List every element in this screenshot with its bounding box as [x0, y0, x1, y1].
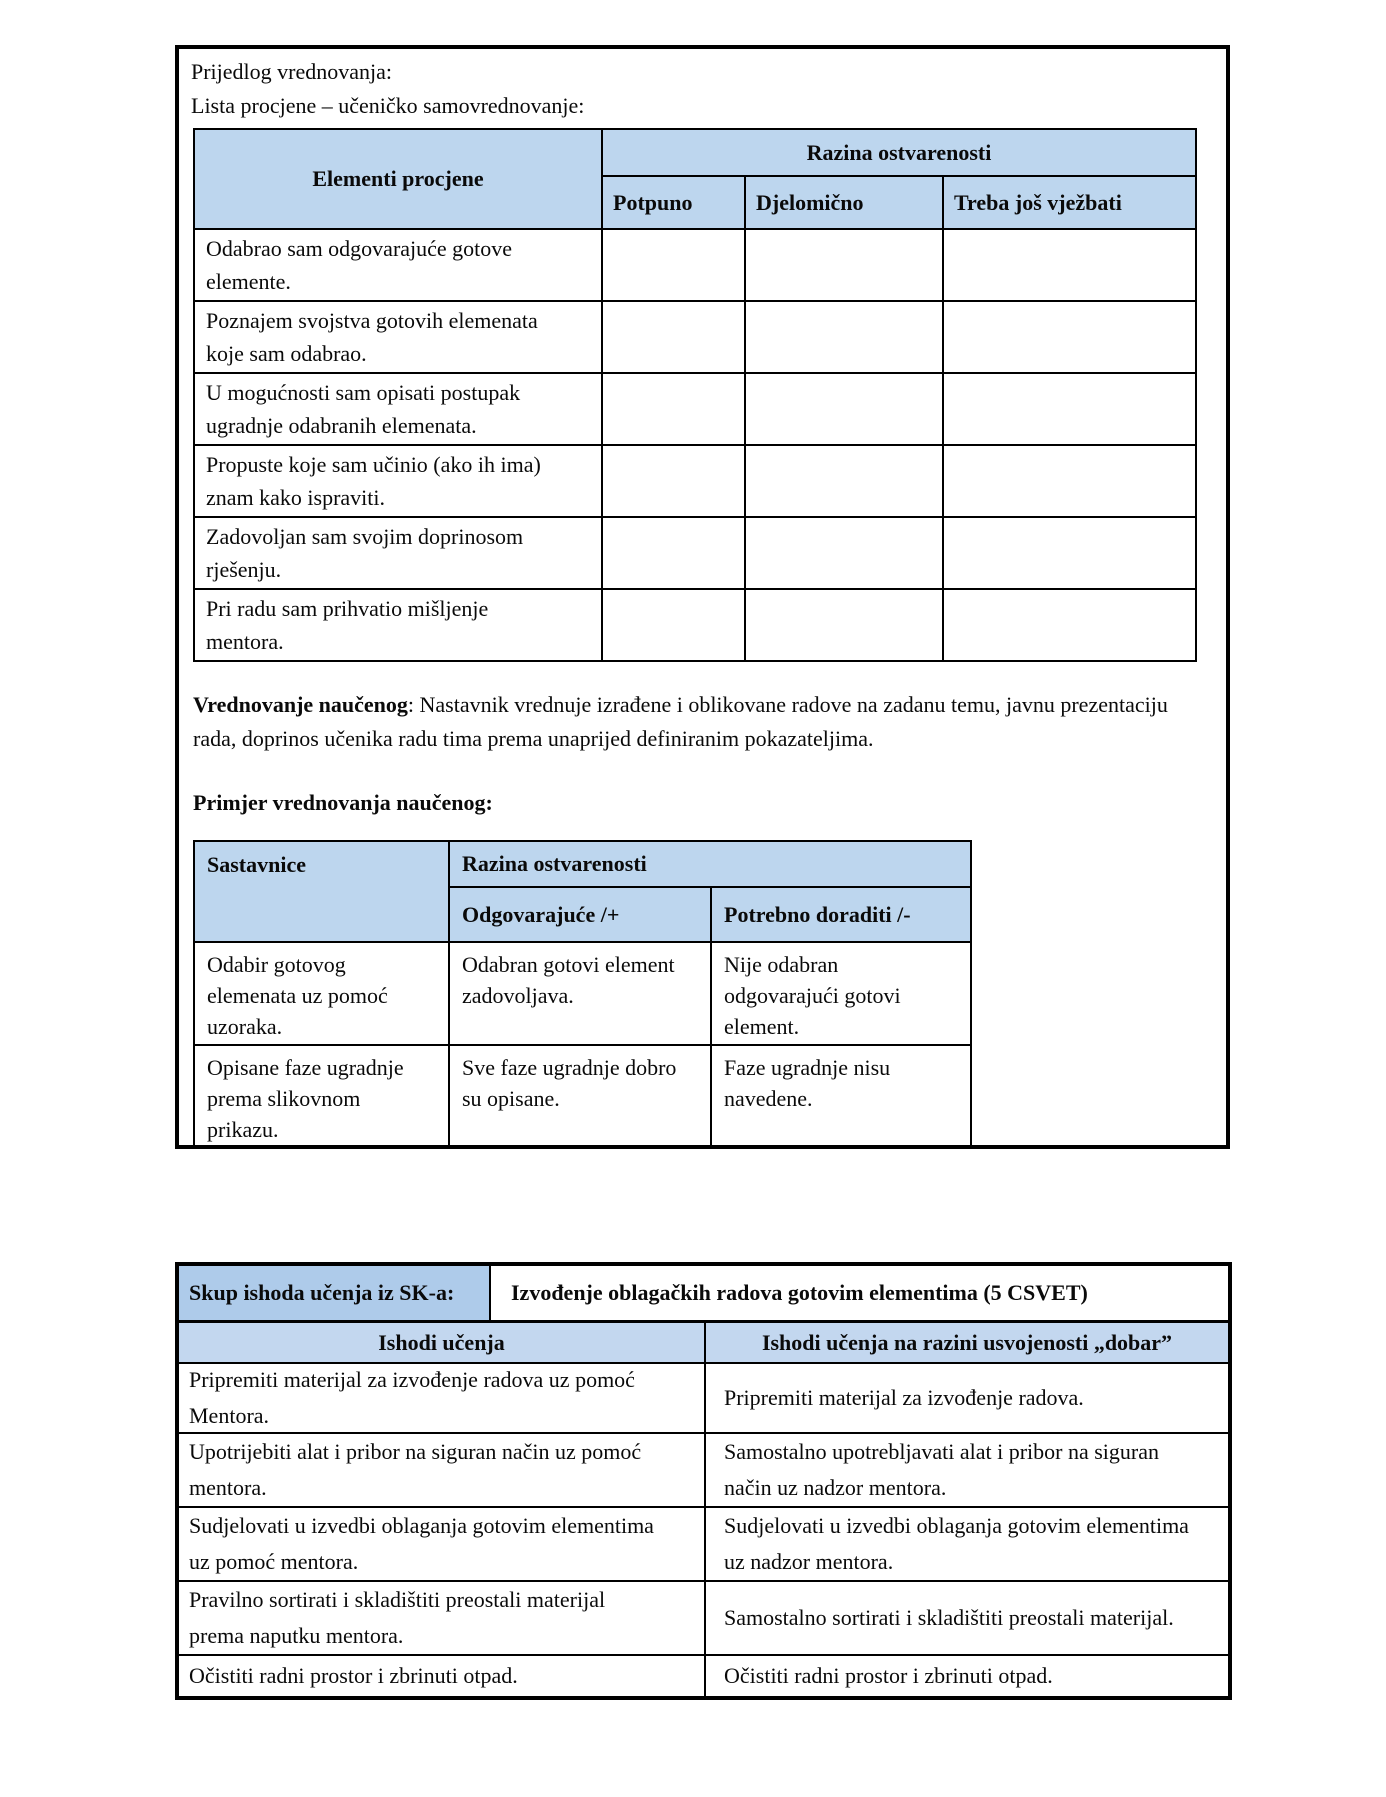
statement-cell: Propuste koje sam učinio (ako ih ima) znam kako ispraviti. [194, 445, 602, 517]
assessment-cell-empty [602, 229, 745, 301]
learning-outcomes-section [175, 1262, 1232, 1700]
assessment-cell-empty [745, 589, 943, 661]
good-level-cell: Sudjelovati u izvedbi oblaganja gotovim elementima uz nadzor mentora. [724, 1513, 1189, 1574]
table-row [179, 1364, 1228, 1434]
good-level-cell: Samostalno upotrebljavati alat i pribor na siguran način uz nadzor mentora. [724, 1439, 1160, 1500]
outcomes-title-row [179, 1266, 1228, 1323]
col-header-outcomes: Ishodi učenja [179, 1323, 706, 1362]
evaluation-proposal-section [175, 45, 1230, 1149]
col-header-elements: Elementi procjene [194, 129, 602, 229]
assessment-cell-empty [602, 301, 745, 373]
table-row [179, 1582, 1228, 1656]
assessment-cell-empty [943, 589, 1196, 661]
level-header-needs-practice: Treba još vježbati [943, 176, 1196, 229]
assessment-cell-empty [745, 229, 943, 301]
assessment-cell-empty [943, 373, 1196, 445]
assessment-cell-empty [943, 445, 1196, 517]
statement-cell: Odabrao sam odgovarajuće gotove elemente. [194, 229, 602, 301]
table-row [194, 589, 1196, 661]
level-header-rework: Potrebno doraditi /- [711, 887, 971, 942]
example-evaluation-table [193, 840, 972, 1149]
outcomes-set-label: Skup ishoda učenja iz SK-a: [179, 1266, 491, 1320]
table-row [194, 942, 971, 1045]
table-row [194, 445, 1196, 517]
assessment-cell-empty [943, 517, 1196, 589]
statement-cell: U mogućnosti sam opisati postupak ugradnje odabranih elemenata. [194, 373, 602, 445]
level-header-complete: Potpuno [602, 176, 745, 229]
table-row [179, 1508, 1228, 1582]
rework-cell: Faze ugradnje nisu navedene. [711, 1045, 971, 1148]
intro-line-checklist: Lista procjene – učeničko samovrednovanje: [191, 93, 585, 118]
assessment-cell-empty [745, 445, 943, 517]
group-header-achievement-level: Razina ostvarenosti [449, 841, 971, 887]
example-heading: Primjer vrednovanja naučenog: [193, 790, 493, 815]
outcome-cell: Pripremiti materijal za izvođenje radova uz pomoć Mentora. [179, 1364, 706, 1432]
assessment-cell-empty [745, 373, 943, 445]
table-row [194, 373, 1196, 445]
assessment-cell-empty [943, 301, 1196, 373]
adequate-cell: Sve faze ugradnje dobro su opisane. [449, 1045, 711, 1148]
table-row [194, 517, 1196, 589]
learning-evaluation-paragraph [193, 688, 1178, 756]
paragraph-bold-run: Vrednovanje naučenog [193, 692, 408, 717]
outcomes-set-value: Izvođenje oblagačkih radova gotovim elementima (5 CSVET) [511, 1280, 1088, 1306]
assessment-cell-empty [602, 589, 745, 661]
good-level-cell: Samostalno sortirati i skladištiti preostali materijal. [724, 1605, 1174, 1630]
good-level-cell: Očistiti radni prostor i zbrinuti otpad. [724, 1663, 1053, 1688]
component-cell: Odabir gotovog elemenata uz pomoć uzoraka. [194, 942, 449, 1045]
table-row [194, 301, 1196, 373]
assessment-cell-empty [943, 229, 1196, 301]
table-row [194, 229, 1196, 301]
col-header-components: Sastavnice [194, 841, 449, 942]
self-assessment-table [193, 128, 1197, 662]
statement-cell: Poznajem svojstva gotovih elemenata koje sam odabrao. [194, 301, 602, 373]
table-row [194, 1045, 971, 1148]
assessment-cell-empty [602, 517, 745, 589]
table-row [179, 1656, 1228, 1696]
outcome-cell: Pravilno sortirati i skladištiti preostali materijal prema naputku mentora. [179, 1582, 706, 1654]
paragraph-text-run: : Nastavnik vrednuje izrađene i oblikovane radove na zadanu temu, javnu prezentaciju rada, doprinos učenika radu tima prema unaprijed definiranim pokazateljima. [193, 692, 1168, 751]
intro-line-proposal: Prijedlog vrednovanja: [191, 59, 393, 84]
assessment-cell-empty [745, 301, 943, 373]
statement-cell: Zadovoljan sam svojim doprinosom rješenju. [194, 517, 602, 589]
good-level-cell: Pripremiti materijal za izvođenje radova. [724, 1385, 1084, 1410]
table-row [179, 1434, 1228, 1508]
outcome-cell: Očistiti radni prostor i zbrinuti otpad. [179, 1656, 706, 1696]
outcomes-header-row [179, 1323, 1228, 1364]
statement-cell: Pri radu sam prihvatio mišljenje mentora. [194, 589, 602, 661]
level-header-partial: Djelomično [745, 176, 943, 229]
col-header-outcomes-good-level: Ishodi učenja na razini usvojenosti „dobar” [761, 1329, 1173, 1355]
adequate-cell: Odabran gotovi element zadovoljava. [449, 942, 711, 1045]
assessment-cell-empty [602, 445, 745, 517]
group-header-achievement-level: Razina ostvarenosti [602, 129, 1196, 176]
assessment-cell-empty [745, 517, 943, 589]
assessment-cell-empty [602, 373, 745, 445]
outcome-cell: Upotrijebiti alat i pribor na siguran način uz pomoć mentora. [179, 1434, 706, 1506]
level-header-adequate: Odgovarajuće /+ [449, 887, 711, 942]
outcome-cell: Sudjelovati u izvedbi oblaganja gotovim elementima uz pomoć mentora. [179, 1508, 706, 1580]
component-cell: Opisane faze ugradnje prema slikovnom prikazu. [194, 1045, 449, 1148]
rework-cell: Nije odabran odgovarajući gotovi element. [711, 942, 971, 1045]
